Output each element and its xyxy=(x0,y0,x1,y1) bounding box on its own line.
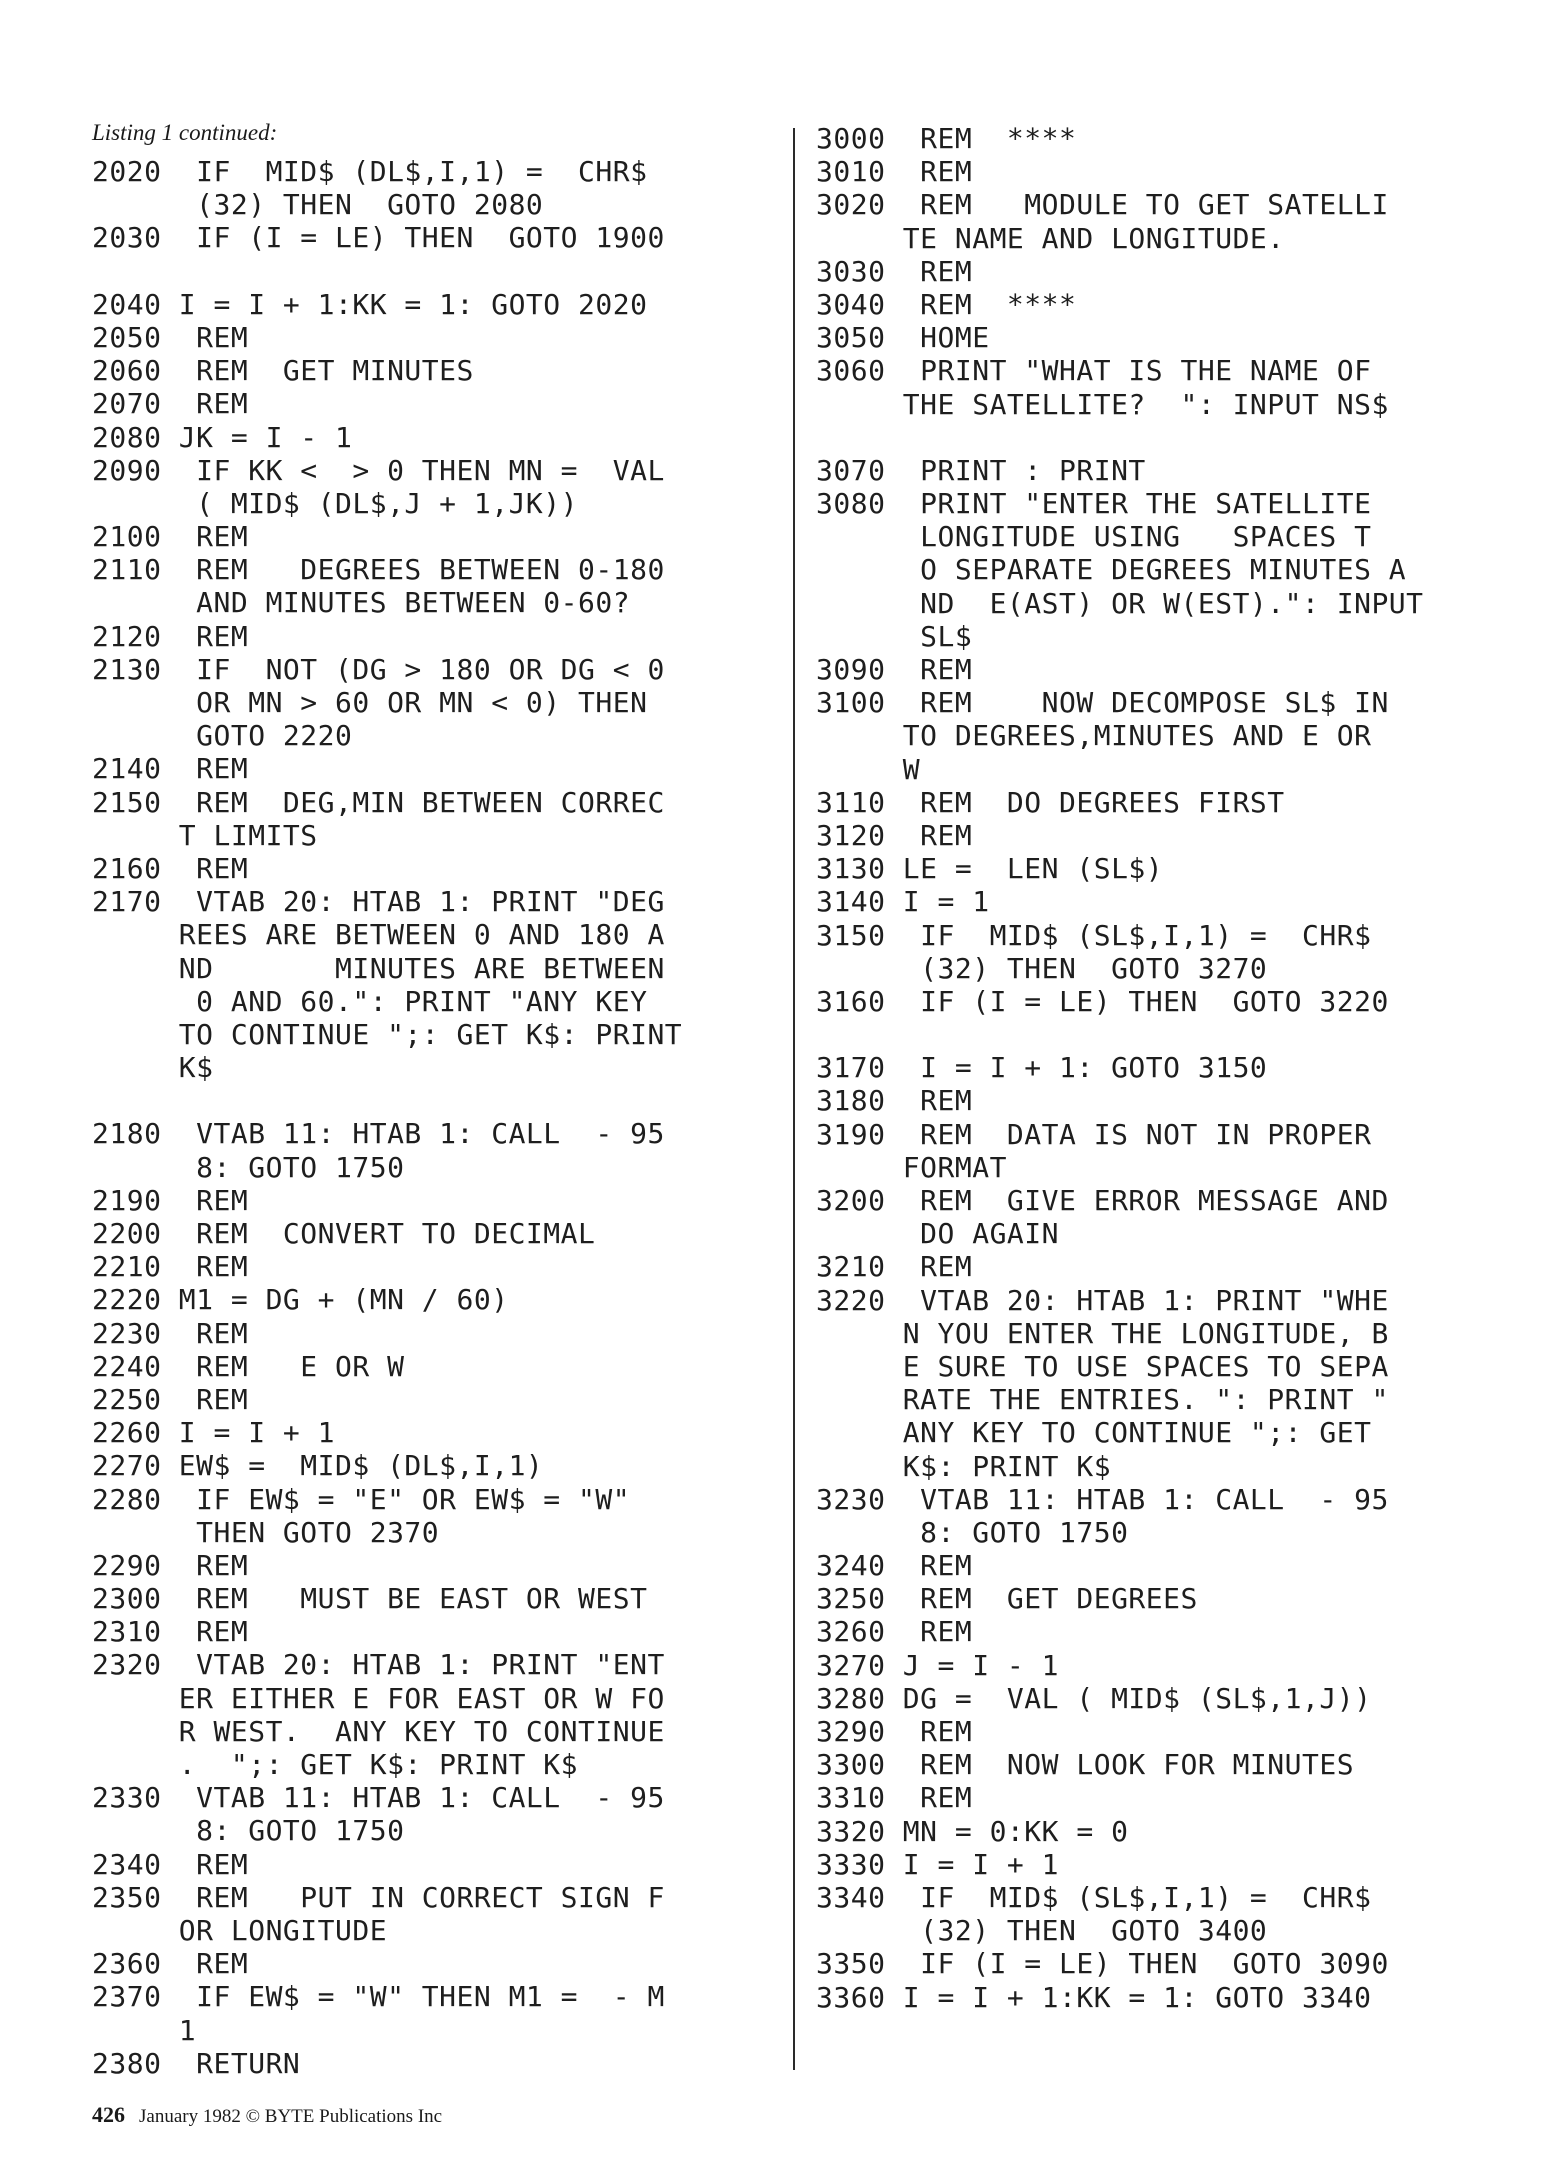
page-footer xyxy=(92,2102,442,2128)
code-line: ND MINUTES ARE BETWEEN xyxy=(92,951,665,985)
code-line: SL$ xyxy=(816,619,973,653)
code-line: 3360 I = I + 1:KK = 1: GOTO 3340 xyxy=(816,1980,1372,2014)
code-line: (32) THEN GOTO 3400 xyxy=(816,1914,1268,1948)
code-line: 2200 REM CONVERT TO DECIMAL xyxy=(92,1217,596,1250)
code-line: 8: GOTO 1750 xyxy=(92,1150,405,1184)
code-line: K$: PRINT K$ xyxy=(816,1449,1112,1483)
code-line: ND E(AST) OR W(EST).": INPUT xyxy=(816,586,1424,620)
code-line: 2140 REM xyxy=(92,752,249,786)
code-line: 3160 IF (I = LE) THEN GOTO 3220 xyxy=(816,984,1389,1018)
code-line: (32) THEN GOTO 2080 xyxy=(92,188,544,222)
code-line: GOTO 2220 xyxy=(92,719,353,753)
code-line: 3020 REM MODULE TO GET SATELLI xyxy=(816,188,1389,222)
code-line: 3330 I = I + 1 xyxy=(816,1847,1060,1881)
code-line: 3110 REM DO DEGREES FIRST xyxy=(816,785,1285,819)
code-line: DO AGAIN xyxy=(816,1217,1060,1251)
code-line: O SEPARATE DEGREES MINUTES A xyxy=(816,553,1407,587)
code-line: 3230 VTAB 11: HTAB 1: CALL - 95 xyxy=(816,1482,1389,1516)
code-line: T LIMITS xyxy=(92,818,318,852)
code-line: TO DEGREES,MINUTES AND E OR xyxy=(816,719,1372,753)
column-divider xyxy=(793,128,795,2070)
code-line: 2040 I = I + 1:KK = 1: GOTO 2020 xyxy=(92,287,648,321)
code-line: W xyxy=(816,752,921,786)
code-line: 3150 IF MID$ (SL$,I,1) = CHR$ xyxy=(816,918,1372,952)
code-line: 3350 IF (I = LE) THEN GOTO 3090 xyxy=(816,1947,1389,1981)
code-line: AND MINUTES BETWEEN 0-60? xyxy=(92,586,631,620)
code-line: 2370 IF EW$ = "W" THEN M1 = - M xyxy=(92,1980,665,2014)
code-line: 3050 HOME xyxy=(816,321,990,355)
code-line: 2070 REM xyxy=(92,387,249,421)
code-line: 2220 M1 = DG + (MN / 60) xyxy=(92,1283,509,1317)
page-number: 426 xyxy=(92,2102,125,2127)
code-line: K$ xyxy=(92,1051,214,1085)
code-line: FORMAT xyxy=(816,1150,1007,1184)
code-line: 3130 LE = LEN (SL$) xyxy=(816,852,1164,886)
code-line: 2270 EW$ = MID$ (DL$,I,1) xyxy=(92,1449,544,1483)
code-line: 2170 VTAB 20: HTAB 1: PRINT "DEG xyxy=(92,885,665,919)
code-line xyxy=(92,255,782,288)
code-line: N YOU ENTER THE LONGITUDE, B xyxy=(816,1316,1389,1350)
code-line: 3280 DG = VAL ( MID$ (SL$,1,J)) xyxy=(816,1681,1372,1715)
code-line: 3070 PRINT : PRINT xyxy=(816,453,1146,487)
code-line: 3140 I = 1 xyxy=(816,885,990,919)
code-line: 8: GOTO 1750 xyxy=(816,1515,1129,1549)
code-line: 3240 REM xyxy=(816,1549,973,1583)
code-line: 2240 REM E OR W xyxy=(92,1349,405,1383)
code-line: 3250 REM GET DEGREES xyxy=(816,1582,1198,1616)
code-line: 2330 VTAB 11: HTAB 1: CALL - 95 xyxy=(92,1781,665,1815)
code-line: 2290 REM xyxy=(92,1548,249,1582)
code-line: REES ARE BETWEEN 0 AND 180 A xyxy=(92,918,665,952)
code-line: 3200 REM GIVE ERROR MESSAGE AND xyxy=(816,1184,1389,1217)
code-line: 2380 RETURN xyxy=(92,2046,301,2080)
code-line: . ";: GET K$: PRINT K$ xyxy=(92,1748,579,1781)
code-line: 2100 REM xyxy=(92,520,249,554)
code-line: 3170 I = I + 1: GOTO 3150 xyxy=(816,1051,1268,1085)
listing-caption: Listing 1 continued: xyxy=(92,120,278,145)
code-line: 1 xyxy=(92,2013,197,2047)
code-line: 2210 REM xyxy=(92,1250,249,1284)
code-column-left xyxy=(92,155,782,2080)
code-line: 2130 IF NOT (DG > 180 OR DG < 0 xyxy=(92,652,665,686)
code-line xyxy=(92,1084,782,1117)
code-line: 3090 REM xyxy=(816,653,973,686)
code-line: 3210 REM xyxy=(816,1250,973,1284)
code-line: E SURE TO USE SPACES TO SEPA xyxy=(816,1349,1389,1383)
code-line: 3060 PRINT "WHAT IS THE NAME OF xyxy=(816,354,1372,388)
code-line: 3300 REM NOW LOOK FOR MINUTES xyxy=(816,1748,1355,1782)
code-line: 3270 J = I - 1 xyxy=(816,1648,1060,1682)
code-line: THEN GOTO 2370 xyxy=(92,1515,440,1549)
code-line: 3260 REM xyxy=(816,1615,973,1649)
code-line: OR LONGITUDE xyxy=(92,1913,388,1947)
code-line: 2350 REM PUT IN CORRECT SIGN F xyxy=(92,1880,665,1914)
code-line: 8: GOTO 1750 xyxy=(92,1814,405,1848)
code-line: 3030 REM xyxy=(816,254,973,288)
code-line: 0 AND 60.": PRINT "ANY KEY xyxy=(92,984,648,1018)
code-line: 2300 REM MUST BE EAST OR WEST xyxy=(92,1582,648,1616)
code-line: LONGITUDE USING SPACES T xyxy=(816,520,1372,554)
code-line: RATE THE ENTRIES. ": PRINT " xyxy=(816,1383,1389,1417)
code-line: 3000 REM **** xyxy=(816,122,1077,155)
footer-credit: January 1982 © BYTE Publications Inc xyxy=(139,2106,443,2127)
code-line: 2080 JK = I - 1 xyxy=(92,420,353,454)
code-line: THE SATELLITE? ": INPUT NS$ xyxy=(816,387,1389,421)
code-line: 2310 REM xyxy=(92,1615,249,1649)
code-line: 3120 REM xyxy=(816,818,973,852)
code-line xyxy=(816,1018,1516,1051)
code-line: R WEST. ANY KEY TO CONTINUE xyxy=(92,1714,665,1748)
code-line: 2180 VTAB 11: HTAB 1: CALL - 95 xyxy=(92,1117,665,1151)
code-line: 3180 REM xyxy=(816,1084,973,1118)
code-line: 2360 REM xyxy=(92,1947,249,1981)
code-line xyxy=(816,421,1516,454)
code-line: 2090 IF KK < > 0 THEN MN = VAL xyxy=(92,453,665,487)
code-column-right xyxy=(816,122,1516,2014)
code-line: 2190 REM xyxy=(92,1183,249,1217)
code-line: ANY KEY TO CONTINUE ";: GET xyxy=(816,1416,1372,1450)
code-line: 3290 REM xyxy=(816,1715,973,1748)
code-line: 3220 VTAB 20: HTAB 1: PRINT "WHE xyxy=(816,1283,1389,1317)
code-line: 2110 REM DEGREES BETWEEN 0-180 xyxy=(92,553,665,587)
code-line: 3040 REM **** xyxy=(816,287,1077,321)
code-line: 3080 PRINT "ENTER THE SATELLITE xyxy=(816,487,1372,521)
code-line: OR MN > 60 OR MN < 0) THEN xyxy=(92,686,648,719)
code-line: 3320 MN = 0:KK = 0 xyxy=(816,1814,1129,1848)
code-line: 3190 REM DATA IS NOT IN PROPER xyxy=(816,1117,1372,1151)
code-line: 2340 REM xyxy=(92,1847,249,1881)
code-line: 3340 IF MID$ (SL$,I,1) = CHR$ xyxy=(816,1880,1372,1914)
code-line: 3310 REM xyxy=(816,1781,973,1815)
code-line: 3010 REM xyxy=(816,155,973,189)
code-line: 2160 REM xyxy=(92,851,249,885)
code-line: 2250 REM xyxy=(92,1382,249,1416)
code-line: 2260 I = I + 1 xyxy=(92,1416,336,1450)
code-line: 2030 IF (I = LE) THEN GOTO 1900 xyxy=(92,221,665,255)
code-line: TO CONTINUE ";: GET K$: PRINT xyxy=(92,1017,683,1051)
code-line: ER EITHER E FOR EAST OR W FO xyxy=(92,1681,665,1715)
code-line: ( MID$ (DL$,J + 1,JK)) xyxy=(92,486,579,520)
code-line: (32) THEN GOTO 3270 xyxy=(816,951,1268,985)
code-line: 2050 REM xyxy=(92,320,249,354)
code-line: 2020 IF MID$ (DL$,I,1) = CHR$ xyxy=(92,155,648,188)
code-line: 2280 IF EW$ = "E" OR EW$ = "W" xyxy=(92,1482,631,1516)
code-line: 3100 REM NOW DECOMPOSE SL$ IN xyxy=(816,686,1389,720)
code-line: 2060 REM GET MINUTES xyxy=(92,354,474,388)
code-line: 2320 VTAB 20: HTAB 1: PRINT "ENT xyxy=(92,1648,665,1682)
code-line: 2230 REM xyxy=(92,1316,249,1350)
code-line: TE NAME AND LONGITUDE. xyxy=(816,221,1285,255)
code-line: 2120 REM xyxy=(92,619,249,653)
code-line: 2150 REM DEG,MIN BETWEEN CORREC xyxy=(92,785,665,819)
